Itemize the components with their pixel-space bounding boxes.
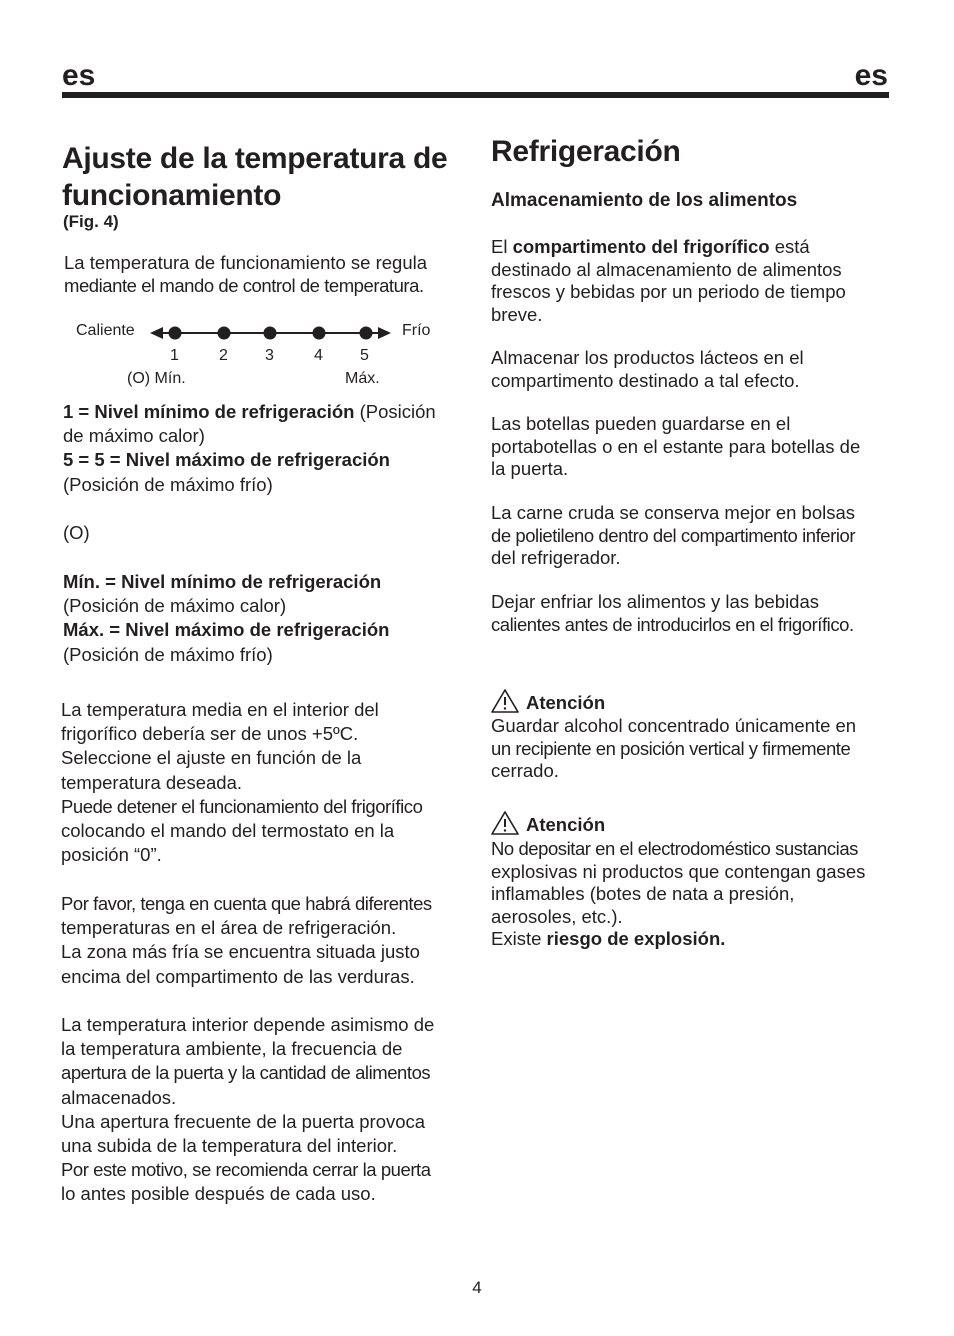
dial-number-3: 3 [265,347,274,364]
warning-1-title: Atención [526,692,606,713]
right-paragraph-4: La carne cruda se conserva mejor en bolsas de polietileno dentro del compartimento inferior del refrigerador. [491,502,856,568]
language-code-right: es [854,59,888,92]
header-rule [62,92,889,98]
left-title-line2: funcionamiento [62,179,282,212]
right-paragraph-3: Las botellas pueden guardarse en el portabotellas o en el estante para botellas de la puerta. [491,413,861,479]
level-definitions: 1 = Nivel mínimo de refrigeración (Posición de máximo calor) 5 = 5 = Nivel máximo de refrigeración (Posición de máximo frío) [63,401,436,495]
intro-paragraph: La temperatura de funcionamiento se regula mediante el mando de control de temperatura. [64,252,428,296]
dial-number-5: 5 [360,347,369,364]
dial-number-1: 1 [170,347,179,364]
arrow-right-icon [378,327,391,339]
dial-label-min: (O) Mín. [127,370,186,387]
warning-triangle-icon [490,688,520,714]
warning-triangle-icon [490,810,520,836]
left-paragraph-2: Por favor, tenga en cuenta que habrá diferentes temperaturas en el área de refrigeración. La zona más fría se encuentra situada justo encima del compartimento de las verduras. [61,893,432,987]
dial-dot-1 [169,327,182,340]
dial-number-2: 2 [219,347,228,364]
right-paragraph-2: Almacenar los productos lácteos en el compartimento destinado a tal efecto. [491,347,804,391]
dial-number-4: 4 [314,347,323,364]
page-number: 4 [472,1278,482,1297]
dial-label-hot: Caliente [76,322,135,339]
dial-label-cold: Frío [402,322,431,339]
dial-dot-4 [313,327,326,340]
right-title: Refrigeración [491,135,681,168]
warning-2-heading [490,810,605,836]
fig-reference: (Fig. 4) [63,212,119,231]
right-subtitle: Almacenamiento de los alimentos [491,190,798,211]
left-title-line1: Ajuste de la temperatura de [62,142,448,175]
arrow-left-icon [150,327,163,339]
dial-dot-3 [264,327,277,340]
right-paragraph-1: El compartimento del frigorífico está destinado al almacenamiento de alimentos frescos y bebidas por un periodo de tiempo breve. [491,236,846,325]
dial-dot-2 [218,327,231,340]
warning-2-title: Atención [526,814,606,835]
dial-dot-5 [360,327,373,340]
or-text: (O) [63,522,90,543]
level-definitions-alt: Mín. = Nivel mínimo de refrigeración (Posición de máximo calor) Máx. = Nivel máximo de refrigeración (Posición de máximo frío) [63,571,390,665]
dial-label-max: Máx. [345,370,380,387]
temperature-dial-scale [150,322,395,344]
warning-2-text: No depositar en el electrodoméstico sustancias explosivas ni productos que contengan gases inflamables (botes de nata a presión, aerosoles, etc.). Existe riesgo de explosión. [491,838,866,949]
left-title [62,140,472,214]
warning-1-text: Guardar alcohol concentrado únicamente en un recipiente en posición vertical y firmemente cerrado. [491,715,857,781]
language-code-left: es [62,59,96,92]
left-paragraph-3: La temperatura interior depende asimismo de la temperatura ambiente, la frecuencia de apertura de la puerta y la cantidad de alimentos almacenados. Una apertura frecuente de la puerta provoca una subida de la temperatura del interior. Por este motivo, se recomienda cerrar la puerta lo antes posible después de cada uso. [61,1014,435,1205]
left-paragraph-1: La temperatura media en el interior del frigorífico debería ser de unos +5ºC. Seleccione el ajuste en función de la temperatura deseada. Puede detener el funcionamiento del frigorífico colocando el mando del termostato en la posición “0”. [61,699,423,866]
warning-1-heading [490,688,605,714]
right-paragraph-5: Dejar enfriar los alimentos y las bebidas calientes antes de introducirlos en el frigorífico. [491,591,854,635]
